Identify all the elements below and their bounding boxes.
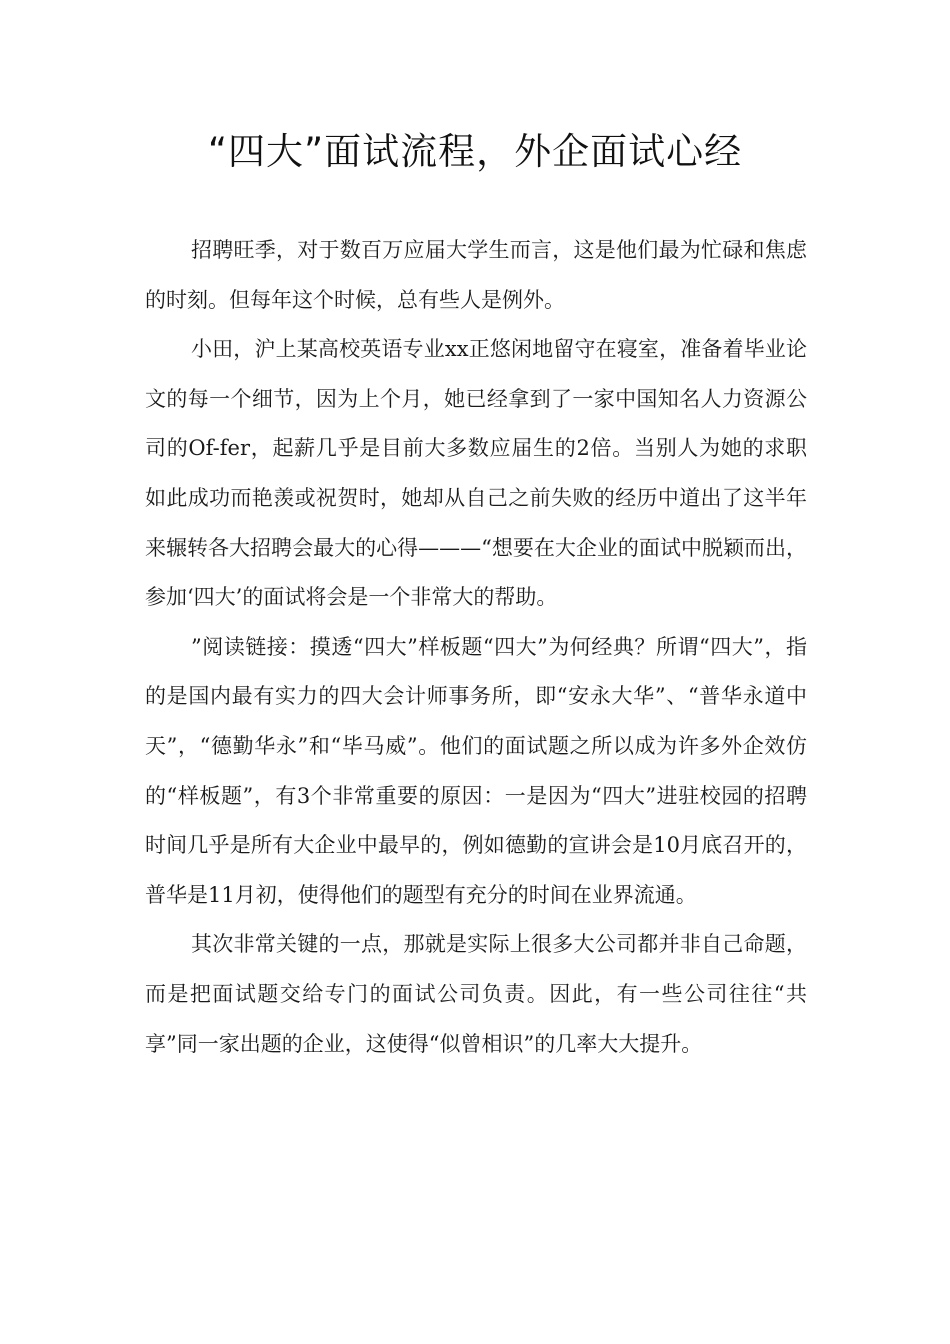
paragraph-3: ”阅读链接：摸透“四大”样板题“四大”为何经典？所谓“四大”，指的是国内最有实力的四大会计师事务所，即“安永大华”、“普华永道中天”，“德勤华永”和“毕马威”。他们的面试题之所以成为许多外企效仿的“样板题”，有3个非常重要的原因：一是因为“四大”进驻校园的招聘时间几乎是所有大企业中最早的，例如德勤的宣讲会是10月底召开的，普华是11月初，使得他们的题型有充分的时间在业界流通。 <box>145 634 807 907</box>
paragraph-4: 其次非常关键的一点，那就是实际上很多大公司都并非自己命题，而是把面试题交给专门的面试公司负责。因此，有一些公司往往“共享”同一家出题的企业，这使得“似曾相识”的几率大大提升。 <box>145 932 807 1056</box>
document-body <box>145 226 807 1069</box>
paragraph-2: 小田，沪上某高校英语专业xx正悠闲地留守在寝室，准备着毕业论文的每一个细节，因为上个月，她已经拿到了一家中国知名人力资源公司的Of-fer，起薪几乎是目前大多数应届生的2倍。当别人为她的求职如此成功而艳羡或祝贺时，她却从自己之前失败的经历中道出了这半年来辗转各大招聘会最大的心得———“想要在大企业的面试中脱颖而出，参加‘四大’的面试将会是一个非常大的帮助。 <box>145 337 807 610</box>
paragraph-1: 招聘旺季，对于数百万应届大学生而言，这是他们最为忙碌和焦虑的时刻。但每年这个时候，总有些人是例外。 <box>145 238 807 312</box>
document-title: “四大”面试流程，外企面试心经 <box>207 130 743 173</box>
